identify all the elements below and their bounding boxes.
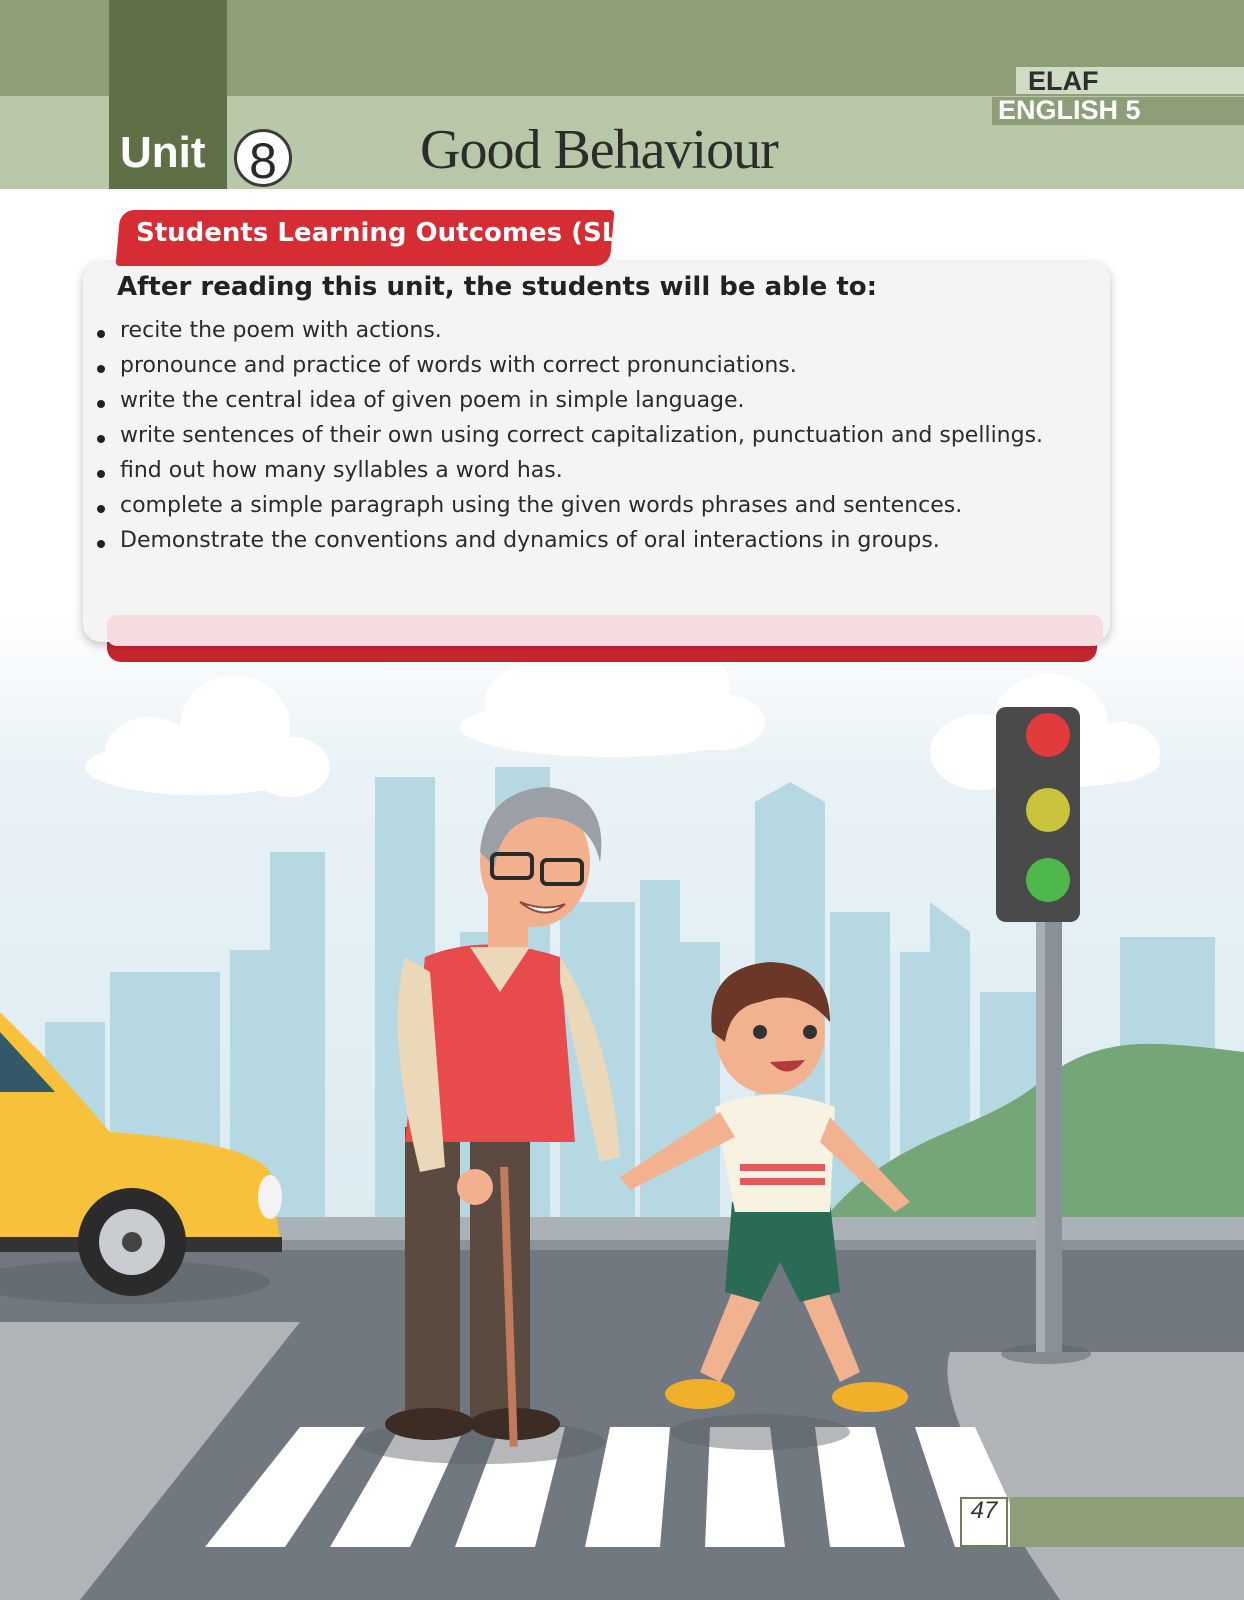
series-name: ELAF: [1028, 66, 1099, 96]
slo-item: Demonstrate the conventions and dynamics of oral interactions in groups.: [94, 528, 1043, 563]
page-number: 47: [970, 1497, 998, 1524]
page-title: Good Behaviour: [420, 119, 778, 181]
slo-item: find out how many syllables a word has.: [94, 458, 1043, 493]
unit-label: Unit: [120, 128, 206, 177]
slo-intro: After reading this unit, the students will be able to:: [117, 272, 878, 302]
slo-item: write sentences of their own using correct capitalization, punctuation and spellings.: [94, 423, 1043, 458]
slo-heading: Students Learning Outcomes (SLOs): [136, 218, 667, 248]
slo-item: write the central idea of given poem in simple language.: [94, 388, 1043, 423]
footer-bar: [1010, 1497, 1244, 1547]
slo-list: [94, 318, 1043, 563]
series-subject: ENGLISH 5: [998, 95, 1141, 125]
unit-number-badge: 8: [234, 129, 292, 187]
crossing-illustration: [0, 612, 1244, 1600]
slo-item: recite the poem with actions.: [94, 318, 1043, 353]
slo-item: pronounce and practice of words with correct pronunciations.: [94, 353, 1043, 388]
slo-item: complete a simple paragraph using the given words phrases and sentences.: [94, 493, 1043, 528]
slo-card-strip: [107, 615, 1103, 646]
